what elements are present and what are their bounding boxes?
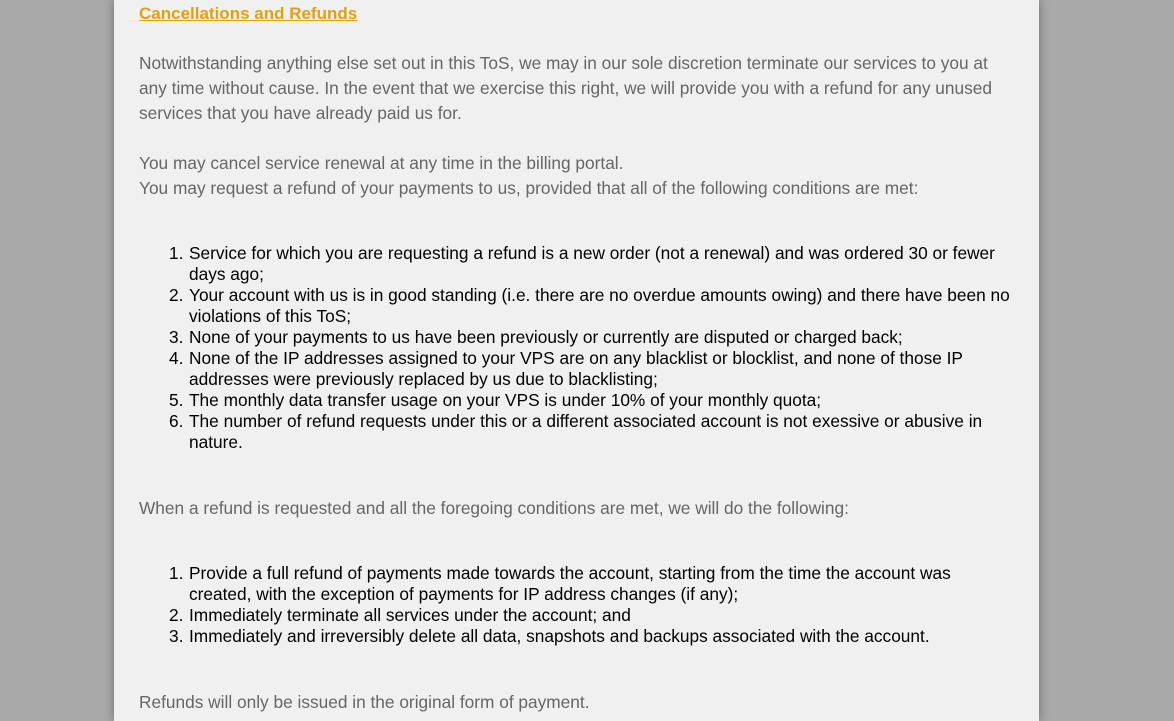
list-number: 2. (169, 605, 184, 625)
list-number: 1. (169, 563, 184, 583)
refund-actions-list (169, 563, 1014, 647)
list-item (169, 563, 1014, 605)
list-item-text: Immediately and irreversibly delete all data, snapshots and backups associated with the account. (189, 626, 930, 646)
list-number: 5. (169, 390, 184, 410)
list-item-text: Service for which you are requesting a refund is a new order (not a renewal) and was ordered 30 or fewer days ago; (189, 243, 995, 284)
list-item-text: Your account with us is in good standing (i.e. there are no overdue amounts owing) and there have been no violations of this ToS; (189, 285, 1010, 326)
list-item (169, 390, 1014, 411)
list-item (169, 411, 1014, 453)
list-item-text: Provide a full refund of payments made towards the account, starting from the time the account was created, with the exception of payments for IP address changes (if any); (189, 563, 951, 604)
payment-form-note: Refunds will only be issued in the original form of payment. (139, 692, 590, 712)
list-item-text: The number of refund requests under this or a different associated account is not exessive or abusive in nature. (189, 411, 983, 452)
list-item (169, 243, 1014, 285)
list-number: 2. (169, 285, 184, 305)
list-number: 1. (169, 243, 184, 263)
list-item (169, 285, 1014, 327)
list-number: 3. (169, 327, 184, 347)
refund-actions-intro: When a refund is requested and all the foregoing conditions are met, we will do the following: (139, 498, 849, 518)
list-item (169, 605, 1014, 626)
list-item-text: None of the IP addresses assigned to your VPS are on any blacklist or blocklist, and none of those IP addresses were previously replaced by us due to blacklisting; (189, 348, 963, 389)
list-item-text: None of your payments to us have been previously or currently are disputed or charged back; (189, 327, 903, 347)
refund-conditions-intro: You may request a refund of your payments to us, provided that all of the following conditions are met: (139, 178, 919, 198)
list-item-text: Immediately terminate all services under the account; and (189, 605, 631, 625)
list-number: 6. (169, 411, 184, 431)
intro-paragraph: Notwithstanding anything else set out in this ToS, we may in our sole discretion terminate our services to you at any time without cause. In the event that we exercise this right, we will provide you with a refund for any unused services that you have already paid us for. (139, 53, 992, 123)
list-item (169, 348, 1014, 390)
list-item-text: The monthly data transfer usage on your VPS is under 10% of your monthly quota; (189, 390, 822, 410)
refund-conditions-list (169, 243, 1014, 453)
list-item (169, 327, 1014, 348)
list-item (169, 626, 1014, 647)
document-page (114, 0, 1039, 721)
list-number: 4. (169, 348, 184, 368)
cancel-renewal-text: You may cancel service renewal at any time in the billing portal. (139, 153, 624, 173)
section-heading-link[interactable]: Cancellations and Refunds (139, 4, 358, 23)
list-number: 3. (169, 626, 184, 646)
